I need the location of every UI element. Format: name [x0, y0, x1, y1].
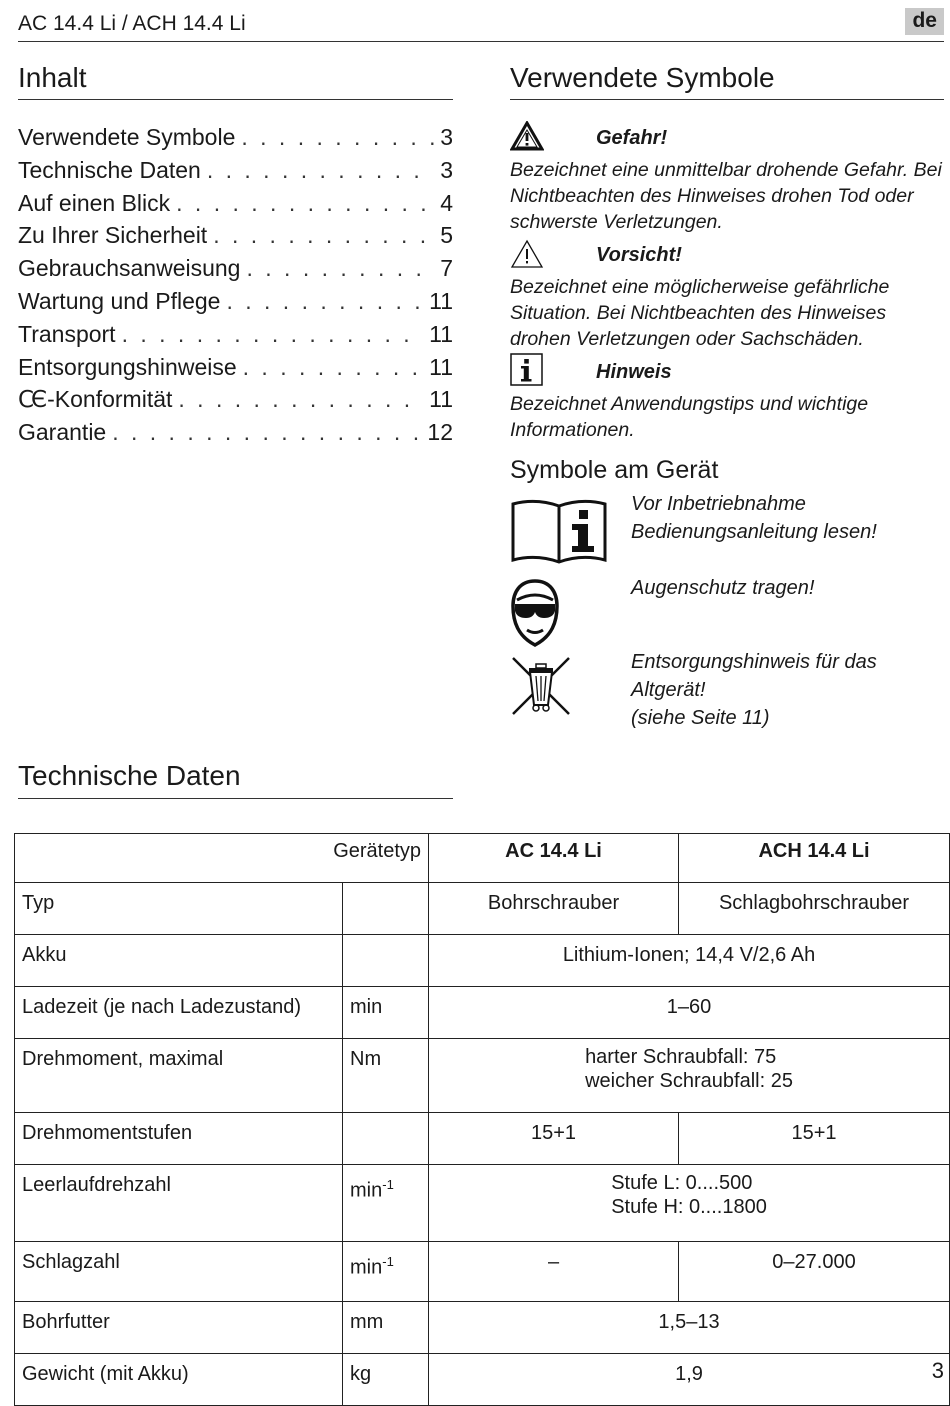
row-label: Schlagzahl [15, 1242, 343, 1302]
toc-leader-dots [213, 222, 434, 249]
toc-entry-label: Verwendete Symbole [18, 124, 236, 150]
row-label: Typ [15, 883, 343, 935]
row-label: Gewicht (mit Akku) [15, 1354, 343, 1406]
symbol-text-note: Bezeichnet Anwendungstips und wichtige Informationen. [510, 393, 869, 441]
toc-entry[interactable] [18, 419, 453, 452]
table-row [15, 1302, 950, 1354]
page-number: 3 [931, 1358, 944, 1383]
table-row [15, 883, 950, 935]
tech-data-heading: Technische Daten [18, 760, 241, 791]
toc-entry-page: 11 [429, 353, 453, 380]
row-unit [343, 883, 429, 935]
toc-entry[interactable] [18, 288, 453, 321]
table-row [15, 1113, 950, 1165]
toc-entry-page: 3 [440, 156, 453, 183]
toc-entry-page: 5 [440, 222, 453, 249]
row-unit: kg [343, 1354, 429, 1406]
symbol-text-caution: Bezeichnet eine möglicherweise gefährliche Situation. Bei Nichtbeachten des Hinweises drohen Verletzungen oder Sachschäden. [510, 276, 890, 350]
toc-leader-dots [246, 255, 434, 282]
cell-value: 1,9 [429, 1354, 950, 1406]
toc-entry-label: Zu Ihrer Sicherheit [18, 222, 208, 249]
toc-entry-label: -Konformität [47, 386, 173, 413]
toc-entry-label: Garantie [18, 419, 107, 446]
language-badge: de [905, 8, 944, 35]
row-label: Ladezeit (je nach Ladezustand) [15, 987, 343, 1039]
table-of-contents [18, 124, 453, 452]
device-symbol-text-eye: Augenschutz tragen! [631, 577, 815, 599]
cell-value: harter Schraubfall: 75 weicher Schraubfall: 25 [429, 1039, 950, 1113]
toc-entry[interactable] [18, 157, 453, 190]
table-header-row [15, 834, 950, 883]
toc-leader-dots [243, 354, 423, 381]
toc-entry[interactable] [18, 386, 453, 419]
row-unit: mm [343, 1302, 429, 1354]
info-box-icon [510, 353, 543, 386]
toc-entry[interactable] [18, 321, 453, 354]
spec-table [14, 833, 950, 1406]
toc-leader-dots [122, 321, 424, 348]
table-row [15, 935, 950, 987]
toc-heading-rule [18, 99, 453, 100]
symbols-heading: Verwendete Symbole [510, 62, 775, 93]
toc-leader-dots [241, 124, 434, 151]
row-label: Bohrfutter [15, 1302, 343, 1354]
row-label: Leerlaufdrehzahl [15, 1165, 343, 1242]
toc-entry-page: 11 [429, 386, 453, 413]
toc-entry-page: 11 [429, 320, 453, 347]
ce-mark-icon: ϹЄ [18, 387, 45, 414]
toc-leader-dots [112, 419, 421, 446]
toc-entry[interactable] [18, 124, 453, 157]
row-label: Drehmoment, maximal [15, 1039, 343, 1113]
cell-value: Stufe L: 0....500 Stufe H: 0....1800 [429, 1165, 950, 1242]
symbol-title-danger: Gefahr! [596, 127, 668, 149]
tech-data-heading-rule [18, 798, 453, 799]
toc-entry[interactable] [18, 190, 453, 223]
device-symbols-heading: Symbole am Gerät [510, 456, 719, 484]
toc-leader-dots [207, 157, 434, 184]
toc-entry[interactable] [18, 222, 453, 255]
table-row [15, 987, 950, 1039]
row-unit: $\min^{-1}$ [343, 1165, 429, 1242]
symbol-title-caution: Vorsicht! [596, 244, 682, 266]
toc-entry-page: 3 [440, 124, 453, 150]
header-rule [18, 41, 944, 42]
cell-value: Lithium-Ionen; 14,4 V/2,6 Ah [429, 935, 950, 987]
row-label: Akku [15, 935, 343, 987]
table-row [15, 1242, 950, 1302]
toc-leader-dots [226, 288, 423, 315]
toc-entry-page: 11 [429, 287, 453, 314]
toc-entry-page: 12 [427, 419, 453, 446]
toc-entry[interactable] [18, 354, 453, 387]
model-ach-header: ACH 14.4 Li [679, 834, 950, 883]
toc-entry-label: Technische Daten [18, 156, 201, 183]
crossed-bin-icon [510, 655, 572, 717]
cell-value: 15+1 [429, 1113, 679, 1165]
eye-protection-icon [510, 578, 560, 648]
toc-entry-label: Wartung und Pflege [18, 287, 221, 314]
cell-value: 0–27.000 [679, 1242, 950, 1302]
device-symbol-text-disposal: Entsorgungshinweis für das Altgerät! (siehe Seite 11) [631, 651, 877, 729]
toc-leader-dots [176, 190, 434, 217]
symbol-text-danger: Bezeichnet eine unmittelbar drohende Gefahr. Bei Nichtbeachten des Hinweises drohen Tod oder schwerste Verletzungen. [510, 159, 942, 233]
row-unit: $\min^{-1}$ [343, 1242, 429, 1302]
toc-entry-label: Auf einen Blick [18, 189, 171, 216]
document-header-title: AC 14.4 Li / ACH 14.4 Li [18, 12, 246, 35]
cell-value: 1,5–13 [429, 1302, 950, 1354]
toc-heading: Inhalt [18, 62, 87, 93]
toc-entry-page: 7 [440, 255, 453, 282]
symbol-title-note: Hinweis [596, 361, 672, 383]
cell-value: 15+1 [679, 1113, 950, 1165]
cell-value: 1–60 [429, 987, 950, 1039]
toc-leader-dots [178, 386, 423, 413]
toc-entry[interactable] [18, 255, 453, 288]
row-label: Drehmomentstufen [15, 1113, 343, 1165]
symbols-heading-rule [510, 99, 944, 100]
danger-triangle-icon [510, 121, 544, 151]
device-type-label: Gerätetyp [15, 834, 429, 883]
caution-triangle-icon [510, 239, 544, 269]
model-ac-header: AC 14.4 Li [429, 834, 679, 883]
device-symbol-text-manual: Vor Inbetriebnahme Bedienungsanleitung lesen! [631, 493, 877, 543]
table-row [15, 1165, 950, 1242]
row-unit: min [343, 987, 429, 1039]
row-unit: Nm [343, 1039, 429, 1113]
toc-entry-label: Entsorgungshinweise [18, 353, 237, 380]
toc-entry-page: 4 [440, 189, 453, 216]
cell-value: Schlagbohrschrauber [679, 883, 950, 935]
toc-entry-label: Gebrauchsanweisung [18, 255, 241, 282]
table-row [15, 1354, 950, 1406]
manual-book-icon [510, 496, 608, 566]
row-unit [343, 1113, 429, 1165]
cell-value: – [429, 1242, 679, 1302]
cell-value: Bohrschrauber [429, 883, 679, 935]
toc-entry-label: Transport [18, 320, 116, 347]
row-unit [343, 935, 429, 987]
table-row [15, 1039, 950, 1113]
